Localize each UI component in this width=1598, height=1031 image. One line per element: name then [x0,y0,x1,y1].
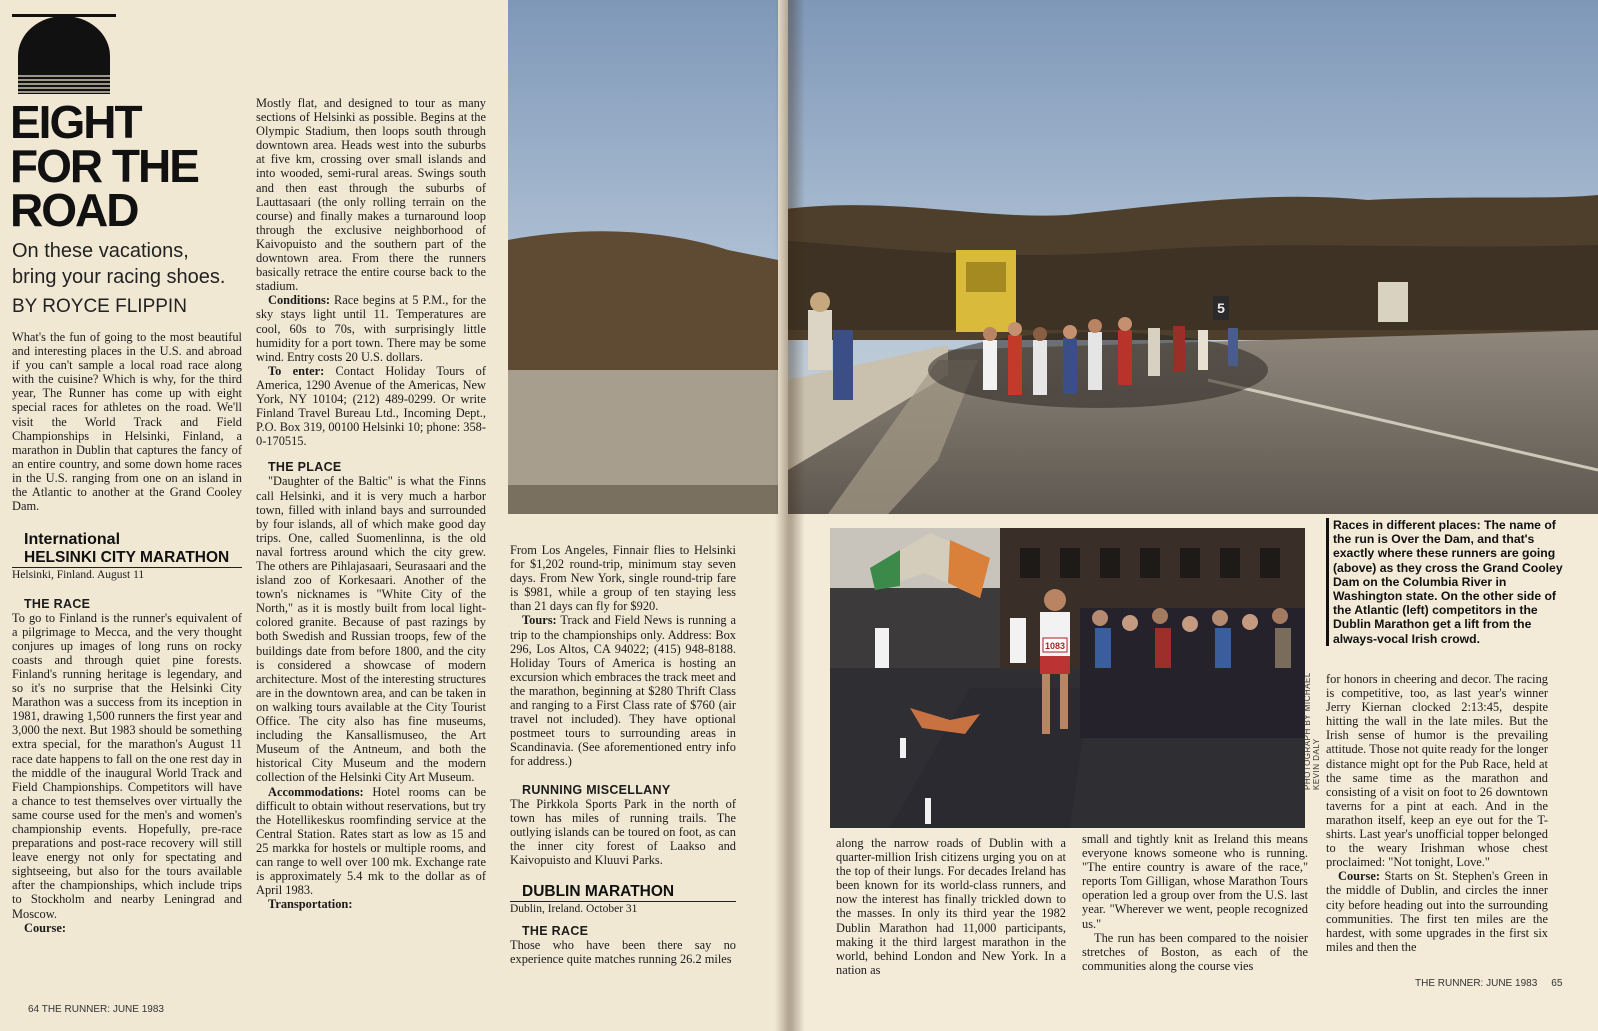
headline-line: ROAD [10,184,138,236]
column-4 [836,836,1066,977]
course-paragraph: Mostly flat, and designed to tour as many sections of Helsinki as possible. Begins at the Olympic Stadium, then loops south through downtown area. Heads west into the suburbs at five km, crossing over small islands and into wooded, semi-rural areas. Swings south and then east through the suburbs of Lauttasaari (the only rolling terrain on the course) and finally makes a turnaround loop through the exclusive neighborhood of Kaivopuisto and the southern part of the downtown area. From there the runners basically retrace the entire course back to the stadium. [256,96,486,294]
dublin-course-label: Course: [1338,869,1380,884]
dek-line: On these vacations, [12,240,189,262]
column-5 [1082,832,1308,973]
article-dek [12,238,252,290]
dublin-race-paragraph: Those who have been there say no experience quite matches running 26.2 miles [510,938,736,967]
dublin-paragraph-2: along the narrow roads of Dublin with a quarter-million Irish citizens urging you on at the top of their lungs. For decades Ireland has been known for its world-class runners, and now the interest has finally trickled down to the masses. In only its third year the 1982 Dublin Marathon had 11,000 participants, making it the third largest marathon in the world, behind London and New York. In a nation as [836,836,1066,977]
folio-page-number: 65 [1551,978,1563,989]
section-label: International [24,531,121,549]
subhead-dublin-race: THE RACE [522,924,589,939]
conditions-text: Race begins at 5 P.M., for the sky stays light until 11. Temperatures are cool, 60s to 70s, with surprisingly little humidity for a port town. There may be some wind. Entry costs 20 U.S. dollars. [256,293,486,364]
subhead-the-place: THE PLACE [268,460,342,475]
column-6 [1326,672,1548,954]
dublin-photo-illustration [830,528,1305,828]
conditions-label: Conditions: [268,293,330,308]
folio-magazine: THE RUNNER: JUNE 1983 [1415,978,1538,989]
tours-text: Track and Field News is running a trip to the championships only. Address: Box 296, Los Altos, CA 94022; (415) 948-8188. Holiday Tours of America is hosting an excursion which embraces the track meet and the marathon, beginning at $280 Thrift Class and ranging to a First Class rate of $760 (air travel not included). They have optional postmeet tours to surrounding areas in Scandinavia. (See aforementioned entry info for address.) [510,613,736,769]
byline: BY ROYCE FLIPPIN [12,296,187,317]
misc-paragraph: The Pirkkola Sports Park in the north of town has miles of running trails. The outlying islands can be toured on foot, as can the inner city forest of Laakso and Kaivopuisto and Kluuvi Parks. [510,796,736,867]
spectators-crowd [1080,608,1305,738]
race-title-helsinki: HELSINKI CITY MARATHON [12,551,242,568]
subhead-running-misc: RUNNING MISCELLANY [522,782,671,797]
accommodations-text: Hotel rooms can be difficult to obtain without reservations, but try the Hotellikeskus roomfinding service at the Central Station. Rates start as low as 15 and 25 markka for hostels or multiple rooms, and can range to well over 100 mk. Exchange rate is approximately 5.4 mk to the dollar as of April 1983. [256,784,486,898]
accommodations-label: Accommodations: [268,784,364,799]
runner-logo-icon [12,14,116,96]
course-label: Course: [24,920,66,935]
intro-paragraph: What's the fun of going to the most beautiful and interesting places in the U.S. and abroad if you can't sample a local road race along with the cuisine? Which is why, for the third year, The Runner has come up with eight special races for athletes on the road. We'll visit the World Track and Field Championships in Helsinki, Finland, a marathon in Dublin that captures the fancy of an entire country, and some down home races in the U.S. ranging from one on an island in the Atlantic to another at the Grand Cooley Dam. [12,330,242,514]
enter-text: Contact Holiday Tours of America, 1290 Avenue of the Americas, New York, NY 10104; (212) 489-0299. Or write Finland Travel Bureau Ltd., Incoming Dept., P.O. Box 319, 00100 Helsinki 10; phone: 358-0-170515. [256,363,486,449]
dam-photo-illustration [508,0,1598,514]
dublin-course-text: Starts on St. Stephen's Green in the middle of Dublin, and circles the inner city before heading out into the surrounding communities. The first ten miles are the hardest, with some upgrades in the first six miles and then the [1326,869,1548,954]
folio-right [1415,978,1562,989]
transportation-text: From Los Angeles, Finnair flies to Helsinki for $1,202 round-trip, minimum stay seven days. From New York, single round-trip fare is $981, while a group of ten staying less than 21 days can fly for $920. [510,543,736,614]
dam-photo [508,0,1598,514]
photo-caption: Races in different places: The name of the run is Over the Dam, and that's exactly where these runners are going (above) as they cross the Grand Cooley Dam on the Columbia River in Washington state. On the other side of the Atlantic (left) competitors in the Dublin Marathon get a lift from the always-vocal Irish crowd. [1326,518,1575,646]
photo-credit: PHOTOGRAPH BY MICHAEL KEVIN DALY [1303,672,1321,790]
column-3 [510,543,736,967]
place-paragraph: "Daughter of the Baltic" is what the Finns call Helsinki, and it is very much a harbor town, filled with inland bays and surrounded by four islands, all of which make good day trips. One, called Suomenlinna, is the old naval fortress around which the city grew. The others are Pihlajasaari, Seurasaari and the island zoo of Korkesaari. Another of the town's nicknames is "White City of the North," as it is mostly built from local light-colored granite. Because of past razings by both Swedish and Russian troops, few of the buildings date from before 1800, and the city is considered a showcase of modern architecture. Most of the interesting structures are in the downtown area, and can be taken in on walking tours available at the City Tourist Office. The city also has fine museums, including the Kansallismuseo, the Art Museum of the Antneum, and both the historical City Museum and the modern collection of the Helsinki City Art Museum. [256,474,486,785]
folio-left: 64 THE RUNNER: JUNE 1983 [28,1004,164,1015]
dublin-paragraph-3: small and tightly knit as Ireland this means everyone knows someone who is running. "The entire country is aware of the race," reports Tom Gilligan, whose Marathon Tours operation led a group over from the U.S. last year. "Wherever we went, people recognized us." [1082,832,1308,931]
enter-label: To enter: [268,363,325,378]
tours-label: Tours: [522,613,557,628]
subhead-the-race: THE RACE [24,596,91,611]
race-title-dublin: DUBLIN MARATHON [510,885,736,902]
dublin-bib-number: 1083 [1044,641,1066,651]
dublin-paragraph-4: The run has been compared to the noisier stretches of Boston, as each of the communities along the course vies [1082,930,1308,973]
dateline-dublin: Dublin, Ireland. October 31 [510,903,638,916]
article-headline [10,96,250,236]
headline-line: FOR THE [10,140,198,192]
column-2 [256,96,486,911]
page-gutter [775,0,805,1031]
dek-line: bring your racing shoes. [12,266,226,288]
dateline-helsinki: Helsinki, Finland. August 11 [12,569,145,582]
dam-bib-number: 5 [1217,300,1225,316]
dublin-paragraph-5: for honors in cheering and decor. The racing is competitive, too, as last year's winner Jerry Kiernan clocked 2:13:45, despite hitting the wall in the late miles. But the Irish sense of humor is the prevailing attitude. Those not quite ready for the longer distance might opt for the Pub Race, held at the same time as the marathon and consisting of a visit on foot to 26 downtown taverns for a pint at each. And in the marathon itself, keep an eye out for the T-shirts. Last year's unofficial topper belonged to the weary Irishman whose chest proclaimed: "Not tonight, Love." [1326,672,1548,870]
column-1 [12,330,242,935]
dublin-photo [830,528,1305,828]
transportation-label: Transportation: [268,897,353,912]
race-paragraph: To go to Finland is the runner's equivalent of a pilgrimage to Mecca, and the very thought conjures up images of long runs on rocky coasts and through quiet pine forests. Finland's running heritage is legendary, and so it's no surprise that the Helsinki City Marathon was a success from its inception in 1981, drawing 1,500 runners the first year and 3,000 the next. But 1983 should be something extra special, for the marathon's August 11 race date happens to fall on the one rest day in the middle of the inaugural World Track and Field Championships. Competitors will have a chance to test themselves over virtually the same course used for the men's and women's championship events. Hopefully, pre-race preparations and post-race recovery will still leave energy not only for spectating and sightseeing, but also for the tours available after the championships, which include trips to Stockholm and nearby Leningrad and Moscow. [12,610,242,921]
headline-line: EIGHT [10,96,141,148]
